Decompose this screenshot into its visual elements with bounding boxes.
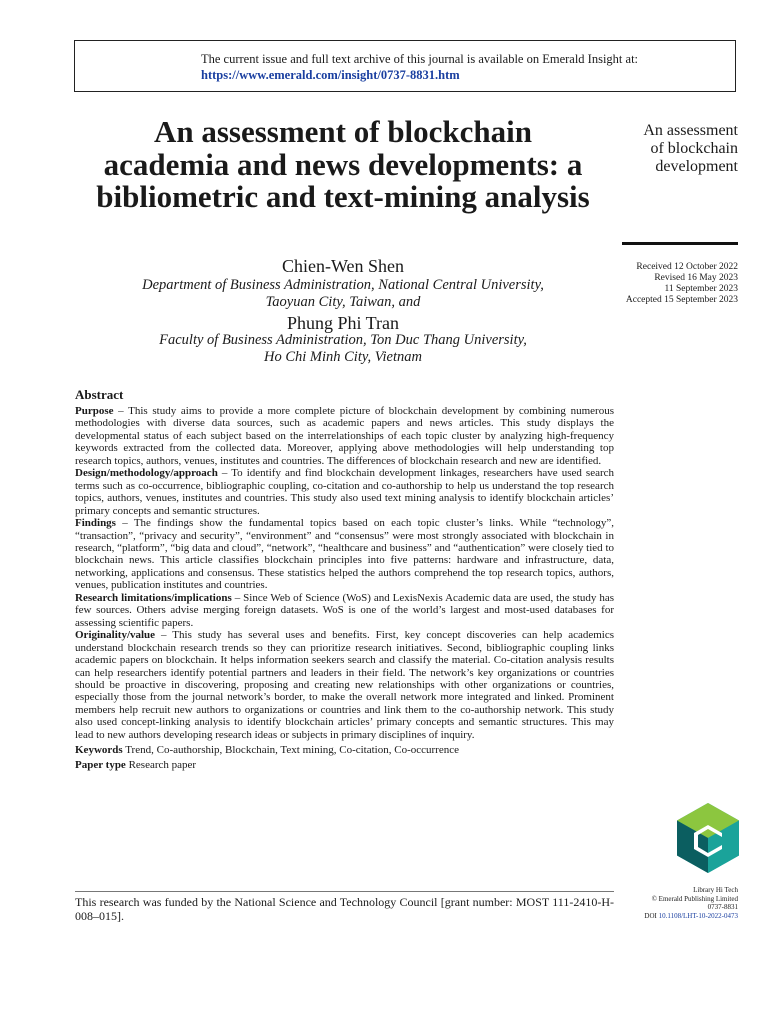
doi-label: DOI (644, 911, 657, 920)
abstract-originality (75, 629, 614, 741)
issn: 0737-8831 (707, 903, 738, 911)
affiliation-line: Taoyuan City, Taiwan, and (265, 294, 421, 310)
date-received: Received 12 October 2022 (636, 262, 738, 272)
paper-type-label: Paper type (75, 759, 126, 772)
footnote-divider (75, 891, 614, 892)
keywords-text: Trend, Co-authorship, Blockchain, Text mining, Co-citation, Co-occurrence (122, 744, 459, 757)
author-name-1: Chien-Wen Shen (281, 256, 405, 276)
paper-type-text: Research paper (125, 759, 197, 772)
originality-text: – This study has several uses and benefits. First, key concept discoveries can help academics understand blockchain research trends so they can prioritize research initiatives. Second, bibliographic coupling links academic papers on blockchain. It helps information seekers search and classify the material. Co-citation analysis results can help researchers identify potential partners and leaders in their field. The network’s key organizations or countries should be proactive in discovering, proposing and creating new relationships with other organizations or countries, especially those from the journal network’s border, to make the overall network more integrated and linked. Prominent members help recruit new authors to organizations or countries and link them to the co-authorship network. This study also used concept-linking analysis to identify blockchain articles’ primary concepts and semantic structures. This may lead to new authors developing research ideas or subjects in primary disciplines of inquiry. (75, 629, 614, 741)
limitations-text: – Since Web of Science (WoS) and LexisNexis Academic data are used, the study has few sources. Others advise merging foreign datasets. WoS is one of the world’s largest and most-used databases for assessing scientific papers. (75, 591, 615, 629)
running-title (600, 122, 738, 176)
running-title-line: of blockchain (650, 140, 738, 157)
limitations-label: Research limitations/implications (75, 591, 232, 604)
journal-archive-notice (74, 40, 736, 92)
doi (600, 912, 738, 921)
abstract-heading: Abstract (75, 387, 124, 402)
publisher-name: © Emerald Publishing Limited (651, 894, 738, 903)
side-divider (622, 242, 738, 245)
journal-name: Library Hi Tech (693, 886, 738, 894)
abstract-purpose (75, 405, 614, 467)
affiliation-line: Ho Chi Minh City, Vietnam (263, 349, 422, 365)
author-affiliation-2 (96, 332, 590, 366)
emerald-logo-icon (677, 803, 739, 873)
date-revised-2: 11 September 2023 (664, 284, 738, 294)
findings-label: Findings (75, 517, 116, 530)
date-accepted: Accepted 15 September 2023 (625, 295, 738, 305)
affiliation-line: Faculty of Business Administration, Ton Duc Thang University, (159, 332, 527, 348)
findings-text: – The findings show the fundamental topics based on each topic cluster’s links. While “technology”, “transaction”, “privacy and security”, “environment” and “consensus” were most strongly associated with blockchain in research, “platform”, “big data and cloud”, “network”, “healthcare and business” and “authentication” were closely tied to blockchain news. This article classifies blockchain principles into five patterns: hardware and infrastructure, data, networking, applications and consensus. These statistics helped the authors comprehend the top research topics, authors, venues, publication institutes and countries. (75, 517, 614, 592)
abstract-limitations (75, 592, 614, 629)
author-name-2: Phung Phi Tran (286, 313, 400, 333)
keywords-label: Keywords (75, 744, 123, 757)
running-title-line: development (655, 158, 738, 175)
date-revised: Revised 16 May 2023 (654, 273, 738, 283)
originality-label: Originality/value (75, 629, 156, 642)
publication-info (600, 886, 738, 920)
running-title-line: An assessment (643, 122, 738, 139)
abstract-design (75, 467, 614, 517)
archive-notice-text: The current issue and full text archive of this journal is available on Emerald Insight at: (201, 52, 639, 66)
article-title: An assessment of blockchain academia and news developments: a bibliometric and text-mining analysis (96, 114, 590, 214)
abstract-findings (75, 517, 614, 592)
archive-url-link[interactable]: https://www.emerald.com/insight/0737-8831.htm (201, 68, 460, 82)
paper-type (75, 758, 614, 773)
design-label: Design/methodology/approach (75, 467, 218, 480)
abstract-section (75, 387, 614, 773)
author-affiliation-1 (96, 277, 590, 311)
article-history-dates (600, 262, 738, 306)
purpose-text: – This study aims to provide a more complete picture of blockchain development by combining numerous methodologies with diverse data sources, such as academic papers and news articles. This study displays the developmental status of each subject based on the interrelationships of each topic cluster by analyzing high-frequency keywords extracted from the collected data. Moreover, applying above methodologies will help understanding top research topics, authors, venues, institutes and countries. The differences of blockchain research and new are identified. (75, 405, 614, 467)
affiliation-line: Department of Business Administration, National Central University, (142, 277, 544, 293)
keywords (75, 743, 614, 758)
funding-footnote: This research was funded by the National Science and Technology Council [grant number: MOST 111-2410-H-008–015]. (75, 895, 614, 923)
design-text: – To identify and find blockchain development linkages, researchers have used search terms such as co-occurrence, bibliographic coupling, co-citation and co-authorship to help us understand the top research topics, authors, venues, institutes and countries. This study also used text mining analysis to identify blockchain articles’ primary concepts and semantic structures. (75, 467, 614, 517)
doi-link[interactable]: 10.1108/LHT-10-2022-0473 (658, 911, 738, 920)
purpose-label: Purpose (75, 405, 114, 417)
